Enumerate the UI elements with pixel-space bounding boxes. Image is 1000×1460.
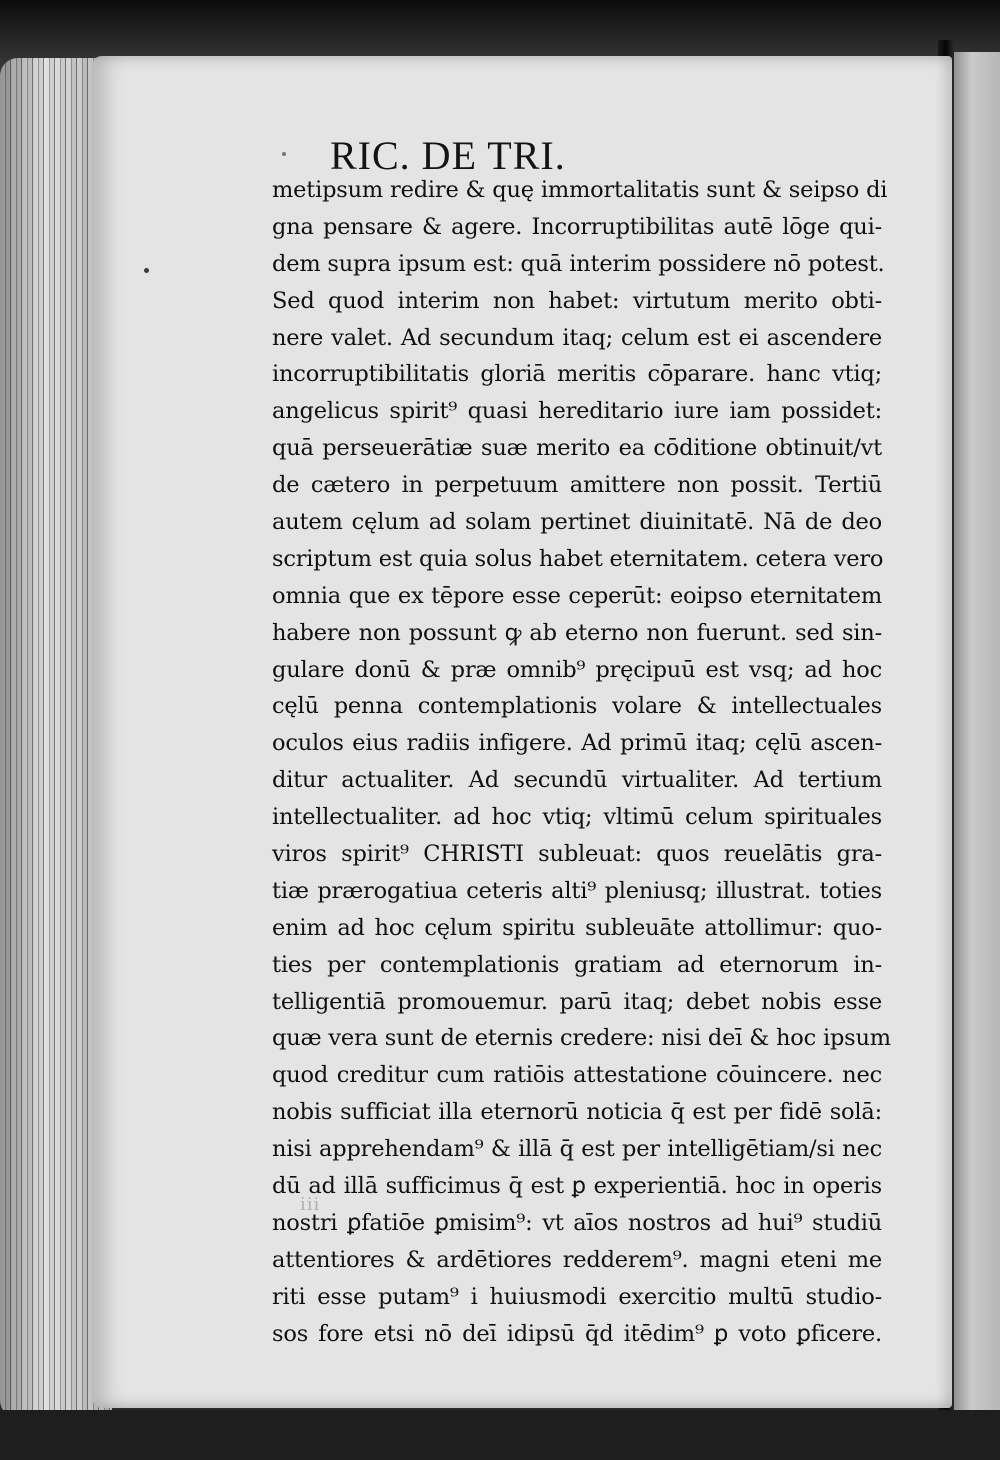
text-line: autem cęlum ad solam pertinet diuinitatē. Nā de deo xyxy=(272,509,882,536)
text-line: habere non possunt ꝙ ab eterno non fuerunt. sed sin‑ xyxy=(272,619,882,646)
text-line: viros spirit⁹ CHRISTI subleuat: quos reuelātis gra‑ xyxy=(272,841,882,868)
running-title: RIC. DE TRI. xyxy=(330,133,566,178)
facing-page-edge xyxy=(948,52,1000,1432)
text-line: nostri ꝑfatiōe ꝑmisim⁹: vt aīos nostros ad hui⁹ studiū xyxy=(272,1209,882,1236)
text-line: enim ad hoc cęlum spiritu subleuāte attollimur: quo‑ xyxy=(272,914,882,941)
text-line: scriptum est quia solus habet eternitatem. cetera vero xyxy=(272,545,884,572)
text-line: nobis sufficiat illa eternorū noticia q̄ est per fidē solā: xyxy=(272,1099,882,1126)
text-line: quod creditur cum ratiōis attestatione cōuincere. nec xyxy=(272,1062,882,1089)
text-line: cęlū penna contemplationis volare & intellectuales xyxy=(272,693,882,720)
text-line: incorruptibilitatis gloriā meritis cōparare. hanc vtiq; xyxy=(272,361,882,388)
text-line: nere valet. Ad secundum itaq; celum est ei ascendere xyxy=(272,324,882,351)
body-text xyxy=(272,172,891,1353)
text-line: gna pensare & agere. Incorruptibilitas autē lōge qui‑ xyxy=(272,213,882,240)
text-line: omnia que ex tēpore esse ceperūt: eoipso eternitatem xyxy=(272,582,882,609)
text-line: quā perseuerātiæ suæ merito ea cōditione obtinuit/vt xyxy=(272,435,882,462)
ink-speck xyxy=(144,268,149,273)
scan-background-bottom xyxy=(0,1410,1000,1460)
ink-speck xyxy=(282,152,286,156)
text-line: oculos eius radiis infigere. Ad primū itaq; cęlū ascen‑ xyxy=(272,730,882,757)
text-line: angelicus spirit⁹ quasi hereditario iure iam possidet: xyxy=(272,398,882,425)
text-line: gulare donū & præ omnib⁹ pręcipuū est vsq; ad hoc xyxy=(272,656,882,683)
text-line: telligentiā promouemur. parū itaq; debet nobis esse xyxy=(272,988,882,1015)
text-line: quæ vera sunt de eternis credere: nisi deī & hoc ipsum xyxy=(272,1025,891,1052)
text-line: intellectualiter. ad hoc vtiq; vltimū celum spirituales xyxy=(272,804,882,831)
signature-mark: iii xyxy=(300,1194,321,1215)
text-line: nisi apprehendam⁹ & illā q̄ est per intelligētiam/si nec xyxy=(272,1136,882,1163)
text-line: tiæ prærogatiua ceteris alti⁹ pleniusq; illustrat. toties xyxy=(272,877,882,904)
text-line: dū ad illā sufficimus q̄ est ꝑ experientiā. hoc in operis xyxy=(272,1173,882,1200)
text-line: metipsum redire & quę immortalitatis sunt & seipso di xyxy=(272,177,888,203)
text-line: sos fore etsi nō deī idipsū q̄d itēdim⁹ ꝑ voto ꝑficere. xyxy=(272,1320,882,1347)
text-line: attentiores & ardētiores redderem⁹. magni eteni me xyxy=(272,1246,882,1273)
text-line: riti esse putam⁹ i huiusmodi exercitio multū studio‑ xyxy=(272,1283,882,1310)
text-line: ties per contemplationis gratiam ad eternorum in‑ xyxy=(272,951,882,978)
text-line: dem supra ipsum est: quā interim possidere nō potest. xyxy=(272,250,885,277)
text-line: de cætero in perpetuum amittere non possit. Tertiū xyxy=(272,472,882,499)
text-line: Sed quod interim non habet: virtutum merito obti‑ xyxy=(272,287,882,314)
text-line: ditur actualiter. Ad secundū virtualiter. Ad tertium xyxy=(272,767,882,794)
